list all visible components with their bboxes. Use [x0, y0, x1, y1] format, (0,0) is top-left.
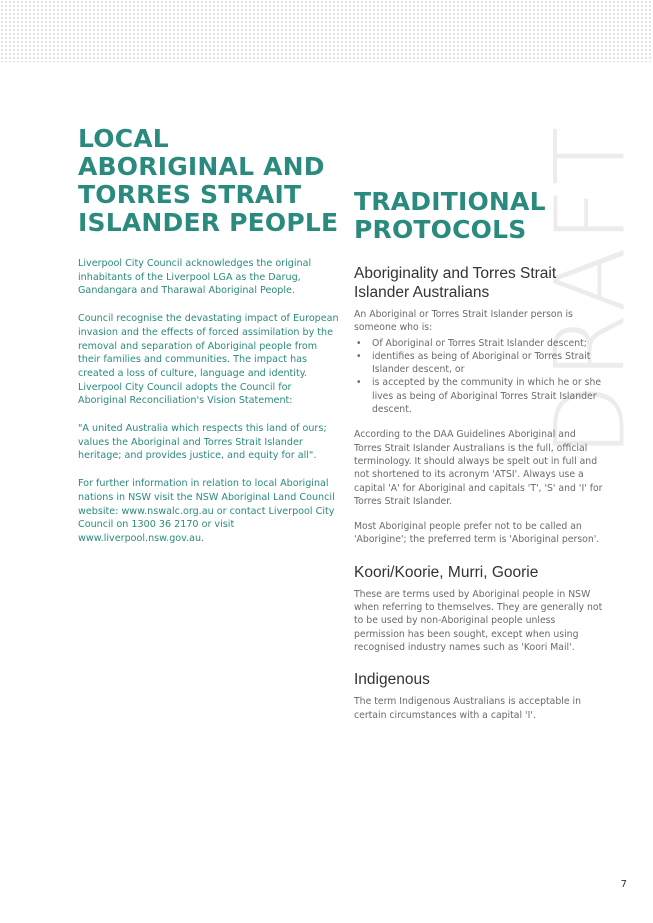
draft-watermark-text: DRAFT [534, 122, 647, 458]
left-column [78, 125, 340, 546]
daa-guidelines-paragraph: According to the DAA Guidelines Aboriginal and Torres Strait Islander Australians is the full, official terminology. It should always be spelt out in full and not shortened to its acronym 'ATSI'. Always use a capital 'A' for Aboriginal and capitals 'T', 'S' and 'I' for Torres Strait Islander. [354, 429, 603, 507]
list-item: • identifies as being of Aboriginal or Torres Strait Islander descent, or [354, 350, 606, 377]
page-number: 7 [620, 879, 627, 890]
vision-statement-quote: "A united Australia which respects this land of ours; values the Aboriginal and Torres Strait Islander heritage; and provides justice, and equity for all". [78, 423, 327, 462]
local-people-heading: LOCAL ABORIGINAL AND TORRES STRAIT ISLANDER PEOPLE [78, 124, 339, 237]
aboriginality-subheading: Aboriginality and Torres Strait Islander Australians [354, 265, 557, 301]
aboriginality-criteria-list [354, 337, 606, 417]
aboriginality-intro: An Aboriginal or Torres Strait Islander person is someone who is: [354, 309, 573, 334]
list-item: • is accepted by the community in which he or she lives as being of Aboriginal Torres Strait Islander descent. [354, 376, 606, 416]
list-item: • Of Aboriginal or Torres Strait Islander descent; [354, 337, 606, 350]
preferred-term-paragraph: Most Aboriginal people prefer not to be called an 'Aborigine'; the preferred term is 'Aboriginal person'. [354, 521, 600, 546]
recognition-paragraph: Council recognise the devastating impact of European invasion and the effects of forced assimilation by the removal and separation of Aboriginal people from their families and communities. The impact has created a loss of culture, language and identity. Liverpool City Council adopts the Council for Aboriginal Reconciliation's Vision Statement: [78, 313, 339, 407]
traditional-protocols-heading: TRADITIONAL PROTOCOLS [354, 187, 546, 244]
acknowledgement-paragraph: Liverpool City Council acknowledges the original inhabitants of the Liverpool LGA as the Darug, Gandangara and Tharawal Aboriginal People. [78, 258, 312, 297]
indigenous-subheading: Indigenous [354, 671, 430, 689]
koori-murri-goorie-subheading: Koori/Koorie, Murri, Goorie [354, 563, 539, 581]
dotted-header-band [0, 0, 653, 62]
koori-paragraph: These are terms used by Aboriginal people in NSW when referring to themselves. They are generally not to be used by non-Aboriginal people unless permission has been sought, except when using recognised industry names such as 'Koori Mail'. [354, 588, 603, 653]
indigenous-paragraph: The term Indigenous Australians is acceptable in certain circumstances with a capital 'I'. [354, 696, 582, 721]
right-column [354, 188, 606, 722]
further-information-paragraph: For further information in relation to local Aboriginal nations in NSW visit the NSW Aboriginal Land Council website: www.nswalc.org.au or contact Liverpool City Council on 1300 36 2170 or visit www.liverpool.nsw.gov.au. [78, 478, 335, 544]
